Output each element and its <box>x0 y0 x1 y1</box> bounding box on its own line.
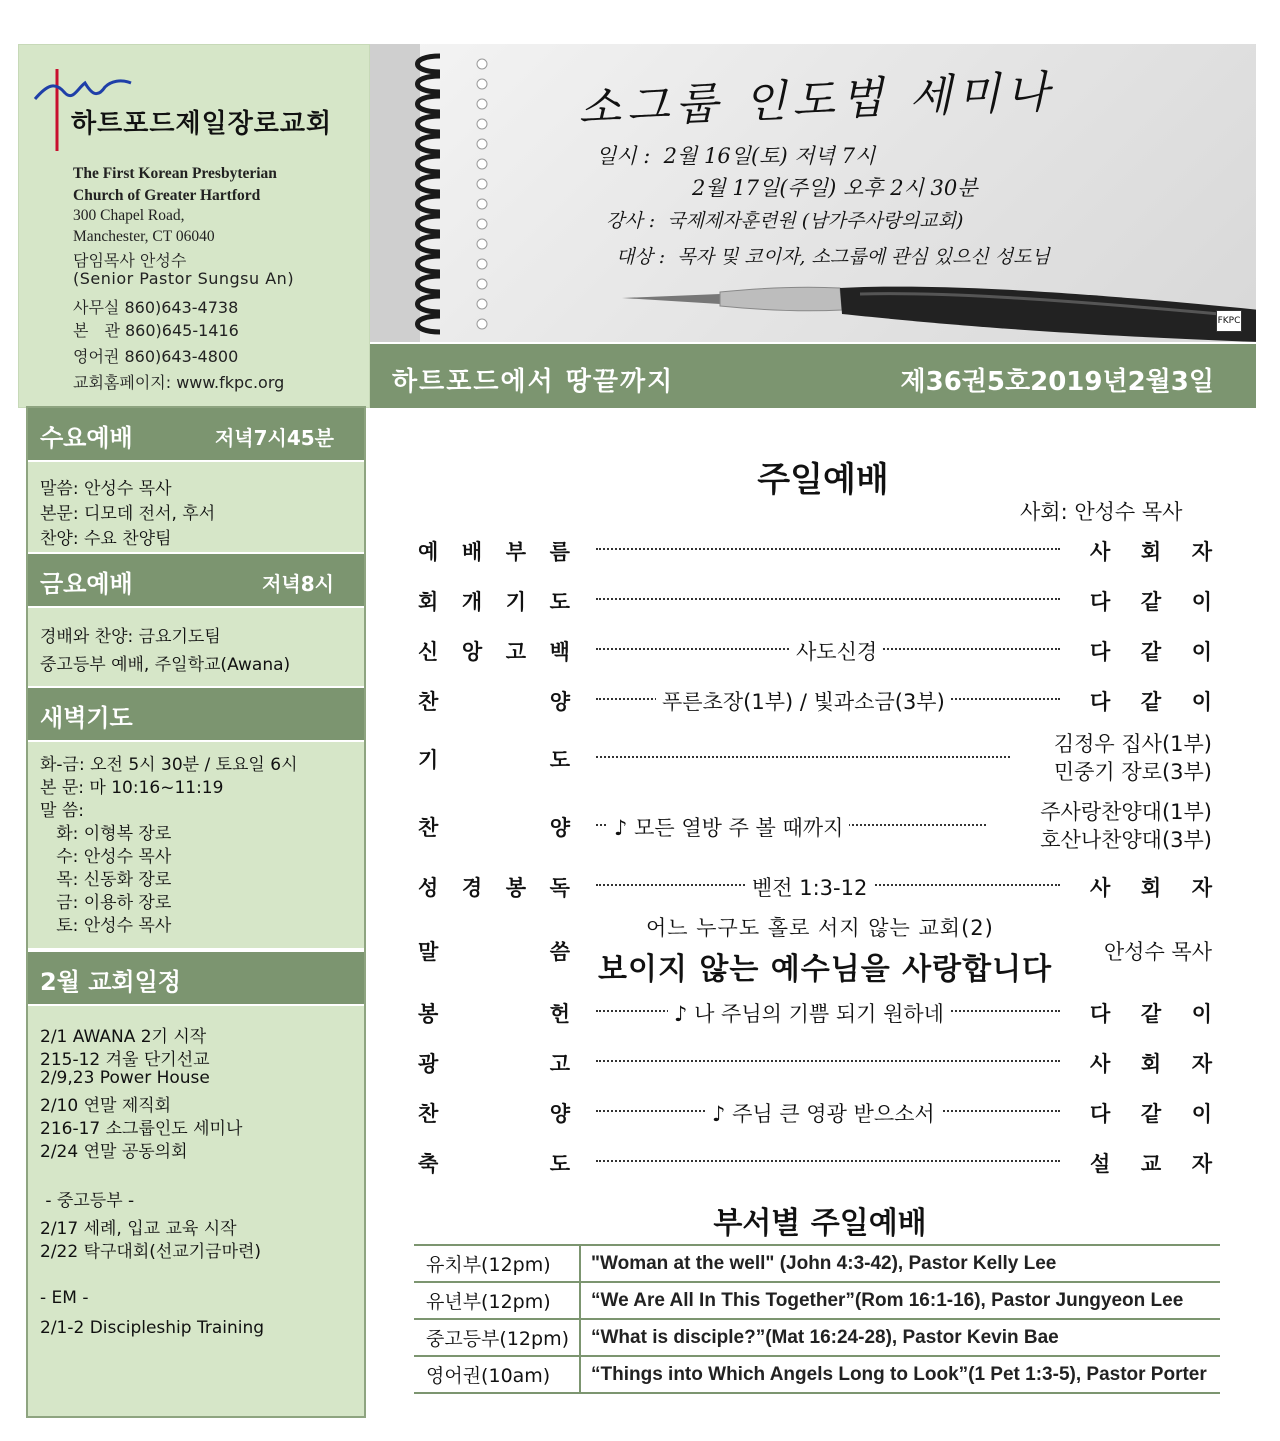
worship-row-leaders <box>1054 730 1212 786</box>
worship-row-leader: 사 회 자 <box>1090 876 1212 900</box>
worship-row-item: ♪ 나 주님의 기쁨 되기 원하네 <box>668 998 950 1028</box>
friday-header <box>28 554 364 606</box>
department-description: “What is disciple?”(Mat 16:24-28), Pastor Kevin Bae <box>580 1319 1220 1356</box>
schedule-line: 2/22 탁구대회(선교기금마련) <box>40 1242 262 1262</box>
senior-pastor-en: (Senior Pastor Sungsu An) <box>73 269 295 288</box>
department-table <box>414 1244 1220 1394</box>
wednesday-line: 찬양: 수요 찬양팀 <box>40 529 172 549</box>
pen-icon <box>620 270 1256 342</box>
sidebar <box>18 44 370 1424</box>
dawn-line: 금: 이용하 장로 <box>40 893 172 913</box>
schedule-line: 2/17 세례, 입교 교육 시작 <box>40 1219 237 1239</box>
schedule-line: 2/1-2 Discipleship Training <box>40 1318 265 1338</box>
worship-row-label: 봉 헌 <box>418 1002 570 1026</box>
worship-row-label: 말 씀 <box>418 940 570 964</box>
dawn-line: 수: 안성수 목사 <box>40 847 172 867</box>
department-description: “Things into Which Angels Long to Look”(1 Pet 1:3-5), Pastor Porter <box>580 1356 1220 1393</box>
department-description: "Woman at the well" (John 4:3-42), Pastor Kelly Lee <box>580 1245 1220 1282</box>
friday-time: 저녁8시 <box>262 572 334 596</box>
worship-row <box>418 732 1214 784</box>
department-name: 유년부(12pm) <box>414 1282 580 1319</box>
schedule-line: 2/1 AWANA 2기 시작 <box>40 1027 207 1047</box>
church-name-en-1-text: The First Korean Presbyterian <box>73 165 277 182</box>
department-name: 영어권(10am) <box>414 1356 580 1393</box>
address-line-1: 300 Chapel Road, <box>73 207 185 224</box>
senior-pastor-ko: 담임목사 안성수 <box>73 251 187 270</box>
worship-row-item: ♪ 주님 큰 영광 받으소서 <box>706 1098 941 1128</box>
dawn-line: 본 문: 마 10:16~11:19 <box>40 778 224 798</box>
table-row <box>414 1356 1220 1393</box>
wednesday-line: 본문: 디모데 전서, 후서 <box>40 504 216 524</box>
side-panel <box>26 406 366 1418</box>
worship-row <box>418 1142 1214 1182</box>
worship-row-item: ♪ 모든 열방 주 볼 때까지 <box>608 812 849 842</box>
worship-row-label: 축 도 <box>418 1152 570 1176</box>
dawn-line: 화-금: 오전 5시 30분 / 토요일 6시 <box>40 755 298 775</box>
main-bldg-phone: 본 관 860)645-1416 <box>73 321 239 340</box>
seminar-speaker: 강사 : 국제제자훈련원 (남가주사랑의교회) <box>606 210 964 232</box>
leader-dots <box>596 548 1060 550</box>
table-row <box>414 1319 1220 1356</box>
seminar-date-1: 일시 : 2월 16일(토) 저녁 7시 <box>596 144 876 168</box>
schedule-line: - 중고등부 - <box>40 1191 135 1211</box>
church-info <box>18 44 370 408</box>
leader-dots <box>596 1160 1060 1162</box>
church-name: 하트포드제일장로교회 <box>71 109 333 139</box>
office-phone: 사무실 860)643-4738 <box>73 298 239 317</box>
worship-row-label: 광 고 <box>418 1052 570 1076</box>
worship-row-item: 사도신경 <box>790 636 883 666</box>
notebook-spiral-icon <box>370 44 530 342</box>
worship-row-label: 찬 양 <box>418 1102 570 1126</box>
address-line-2: Manchester, CT 06040 <box>73 228 215 245</box>
department-description: “We Are All In This Together”(Rom 16:1-16), Pastor Jungyeon Lee <box>580 1282 1220 1319</box>
schedule-line: 2/24 연말 공동의회 <box>40 1142 188 1162</box>
schedule-line: 216-17 소그룹인도 세미나 <box>40 1119 243 1139</box>
wednesday-title: 수요예배 <box>40 424 133 452</box>
schedule-body <box>28 1006 364 1416</box>
fkpc-mark: FKPC <box>1216 310 1242 332</box>
worship-row <box>418 992 1214 1032</box>
sermon-title: 보이지 않는 예수님을 사랑합니다 <box>598 952 1053 987</box>
dawn-header <box>28 688 364 740</box>
worship-row-leader: 민중기 장로(3부) <box>1053 760 1212 784</box>
worship-row-leader: 안성수 목사 <box>1103 940 1212 964</box>
schedule-line: 2/9,23 Power House <box>40 1068 210 1088</box>
worship-row-leader: 사 회 자 <box>1090 1052 1212 1076</box>
worship-row-label: 찬 양 <box>418 816 570 840</box>
seminar-banner <box>370 44 1256 342</box>
worship-row <box>418 680 1214 720</box>
leader-dots <box>596 756 1010 758</box>
worship-row-label: 회 개 기 도 <box>418 590 570 614</box>
worship-row-leader: 다 같 이 <box>1090 1002 1212 1026</box>
friday-body <box>28 608 364 686</box>
wednesday-line: 말씀: 안성수 목사 <box>40 479 172 499</box>
church-name-en-2: Church of Greater Hartford <box>73 187 261 204</box>
worship-row <box>418 530 1214 570</box>
worship-row-leader: 다 같 이 <box>1090 640 1212 664</box>
dawn-line: 토: 안성수 목사 <box>40 916 172 936</box>
seminar-target: 대상 : 목자 및 코이자, 소그룹에 관심 있으신 성도님 <box>616 246 1050 268</box>
seminar-date-2: 2월 17일(주일) 오후 2시 30분 <box>692 176 978 200</box>
issue-date: 제36권5호2019년2월3일 <box>900 367 1214 397</box>
table-row <box>414 1245 1220 1282</box>
worship-row-item: 푸른초장(1부) / 빛과소금(3부) <box>656 686 951 716</box>
department-name: 중고등부(12pm) <box>414 1319 580 1356</box>
worship-row <box>418 1042 1214 1082</box>
worship-row-leader: 호산나찬양대(3부) <box>1040 828 1212 852</box>
worship-row-leader: 김정우 집사(1부) <box>1053 732 1212 756</box>
worship-row-leader: 설 교 자 <box>1090 1152 1212 1176</box>
leader-dots <box>596 1060 1060 1062</box>
worship-row-leaders <box>1040 798 1212 854</box>
wednesday-header <box>28 408 364 460</box>
worship-row <box>418 800 1214 852</box>
sermon-subtitle: 어느 누구도 홀로 서지 않는 교회(2) <box>646 916 994 940</box>
table-row <box>414 1282 1220 1319</box>
worship-row <box>418 866 1214 906</box>
presider: 사회: 안성수 목사 <box>1020 500 1183 524</box>
worship-row-label: 기 도 <box>418 748 570 772</box>
worship-row-label: 성 경 봉 독 <box>418 876 570 900</box>
dawn-line: 목: 신동화 장로 <box>40 870 172 890</box>
worship-row-leader: 다 같 이 <box>1090 1102 1212 1126</box>
schedule-title: 2월 교회일정 <box>40 968 181 996</box>
dawn-line: 화: 이형복 장로 <box>40 824 172 844</box>
dawn-body <box>28 742 364 948</box>
worship-row <box>418 630 1214 670</box>
dawn-title: 새벽기도 <box>40 704 133 732</box>
english-phone: 영어권 860)643-4800 <box>73 347 239 366</box>
worship-row-label: 신 앙 고 백 <box>418 640 570 664</box>
seminar-title: 소그룹 인도법 세미나 <box>577 66 1056 135</box>
wednesday-time: 저녁7시45분 <box>214 426 334 450</box>
worship-row <box>418 1092 1214 1132</box>
motto: 하트포드에서 땅끝까지 <box>392 367 675 397</box>
schedule-line: 215-12 겨울 단기선교 <box>40 1050 210 1070</box>
leader-dots <box>596 598 1060 600</box>
worship-title: 주일예배 <box>757 460 889 500</box>
homepage-link[interactable]: 교회홈페이지: www.fkpc.org <box>73 373 285 392</box>
worship-row-leader: 주사랑찬양대(1부) <box>1040 800 1212 824</box>
schedule-header <box>28 952 364 1004</box>
department-title: 부서별 주일예배 <box>713 1206 927 1241</box>
dawn-line: 말 씀: <box>40 801 84 821</box>
worship-row-leader: 사 회 자 <box>1090 540 1212 564</box>
worship-row-label: 예 배 부 름 <box>418 540 570 564</box>
friday-title: 금요예배 <box>40 570 133 598</box>
church-name-en-1 <box>73 165 338 183</box>
worship-row-item: 벧전 1:3-12 <box>746 872 873 902</box>
schedule-line: 2/10 연말 제직회 <box>40 1096 172 1116</box>
friday-line: 경배와 찬양: 금요기도팀 <box>40 627 221 647</box>
worship-row <box>418 580 1214 620</box>
wednesday-body <box>28 462 364 552</box>
schedule-line: - EM - <box>40 1288 89 1308</box>
friday-line: 중고등부 예배, 주일학교(Awana) <box>40 655 291 675</box>
worship-row-label: 찬 양 <box>418 690 570 714</box>
title-bar <box>370 344 1256 408</box>
worship-row-leader: 다 같 이 <box>1090 690 1212 714</box>
department-name: 유치부(12pm) <box>414 1245 580 1282</box>
worship-row-leader: 다 같 이 <box>1090 590 1212 614</box>
